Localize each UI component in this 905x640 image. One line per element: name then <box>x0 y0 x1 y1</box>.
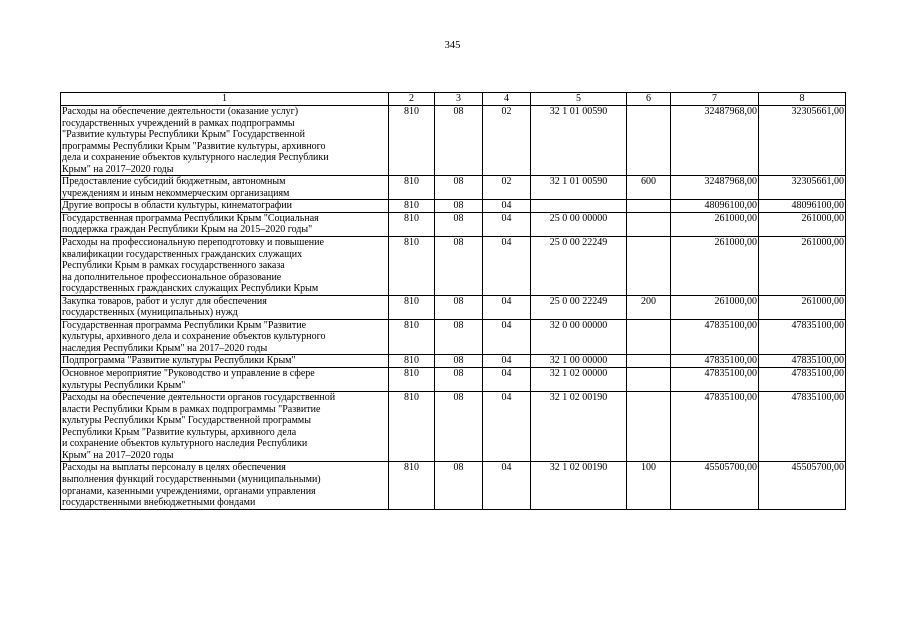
row-target-article: 32 1 02 00000 <box>531 368 627 392</box>
header-col-8: 8 <box>759 93 846 106</box>
row-expense-type <box>627 392 671 462</box>
row-subsection-code: 04 <box>483 368 531 392</box>
row-ministry-code: 810 <box>389 295 435 319</box>
row-amount-2020: 47835100,00 <box>759 319 846 355</box>
row-ministry-code: 810 <box>389 462 435 509</box>
row-amount-2020: 261000,00 <box>759 212 846 236</box>
row-section-code: 08 <box>435 200 483 213</box>
row-amount-2020: 47835100,00 <box>759 368 846 392</box>
row-expense-type <box>627 200 671 213</box>
row-section-code: 08 <box>435 295 483 319</box>
row-amount-2020: 32305661,00 <box>759 106 846 176</box>
row-amount-2019: 48096100,00 <box>671 200 759 213</box>
row-target-article: 32 1 01 00590 <box>531 176 627 200</box>
row-amount-2020: 261000,00 <box>759 295 846 319</box>
header-col-3: 3 <box>435 93 483 106</box>
row-name: Государственная программа Республики Крым "Социальная поддержка граждан Республики Крым на 2015–2020 годы" <box>61 212 389 236</box>
row-section-code: 08 <box>435 106 483 176</box>
row-ministry-code: 810 <box>389 176 435 200</box>
row-target-article: 25 0 00 00000 <box>531 212 627 236</box>
header-col-4: 4 <box>483 93 531 106</box>
row-expense-type: 600 <box>627 176 671 200</box>
row-target-article: 32 1 02 00190 <box>531 392 627 462</box>
row-ministry-code: 810 <box>389 212 435 236</box>
row-amount-2019: 47835100,00 <box>671 319 759 355</box>
row-amount-2020: 45505700,00 <box>759 462 846 509</box>
row-section-code: 08 <box>435 462 483 509</box>
row-expense-type: 100 <box>627 462 671 509</box>
row-subsection-code: 04 <box>483 237 531 296</box>
row-amount-2019: 261000,00 <box>671 212 759 236</box>
row-section-code: 08 <box>435 355 483 368</box>
row-amount-2019: 47835100,00 <box>671 355 759 368</box>
row-target-article <box>531 200 627 213</box>
row-ministry-code: 810 <box>389 200 435 213</box>
row-amount-2020: 47835100,00 <box>759 355 846 368</box>
row-amount-2019: 45505700,00 <box>671 462 759 509</box>
row-subsection-code: 04 <box>483 462 531 509</box>
row-section-code: 08 <box>435 176 483 200</box>
row-subsection-code: 04 <box>483 355 531 368</box>
row-name: Расходы на обеспечение деятельности органов государственной власти Республики Крым в рамках подпрограммы "Развитие культуры Республики Крым" Государственной программы Республики Крым "Развитие культуры, архивного дела и сохранение объектов культурного наследия Республики Крым" на 2017–2020 годы <box>61 392 389 462</box>
row-amount-2020: 32305661,00 <box>759 176 846 200</box>
row-amount-2019: 261000,00 <box>671 295 759 319</box>
row-amount-2019: 47835100,00 <box>671 392 759 462</box>
table-row <box>61 176 846 200</box>
row-ministry-code: 810 <box>389 106 435 176</box>
row-name: Закупка товаров, работ и услуг для обеспечения государственных (муниципальных) нужд <box>61 295 389 319</box>
row-expense-type <box>627 106 671 176</box>
row-amount-2020: 48096100,00 <box>759 200 846 213</box>
budget-table <box>60 92 846 510</box>
row-subsection-code: 04 <box>483 295 531 319</box>
table-row <box>61 106 846 176</box>
table-row <box>61 200 846 213</box>
row-section-code: 08 <box>435 319 483 355</box>
table-row <box>61 212 846 236</box>
row-name: Подпрограмма "Развитие культуры Республики Крым" <box>61 355 389 368</box>
page-number: 345 <box>444 40 461 51</box>
row-name: Расходы на обеспечение деятельности (оказание услуг) государственных учреждений в рамках подпрограммы "Развитие культуры Республики Крым" Государственной программы Республики Крым "Развитие культуры, архивного дела и сохранение объектов культурного наследия Республики Крым" на 2017–2020 годы <box>61 106 389 176</box>
row-target-article: 32 1 00 00000 <box>531 355 627 368</box>
row-target-article: 32 0 00 00000 <box>531 319 627 355</box>
row-section-code: 08 <box>435 237 483 296</box>
row-subsection-code: 04 <box>483 319 531 355</box>
row-name: Предоставление субсидий бюджетным, автономным учреждениям и иным некоммерческим организациям <box>61 176 389 200</box>
row-section-code: 08 <box>435 368 483 392</box>
row-ministry-code: 810 <box>389 392 435 462</box>
header-col-2: 2 <box>389 93 435 106</box>
row-section-code: 08 <box>435 392 483 462</box>
row-subsection-code: 04 <box>483 212 531 236</box>
table-row <box>61 295 846 319</box>
row-name: Другие вопросы в области культуры, кинематографии <box>61 200 389 213</box>
row-subsection-code: 04 <box>483 392 531 462</box>
row-expense-type: 200 <box>627 295 671 319</box>
row-name: Расходы на выплаты персоналу в целях обеспечения выполнения функций государственными (муниципальными) органами, казенными учреждениями, органами управления государственными внебюджетными фондами <box>61 462 389 509</box>
row-expense-type <box>627 368 671 392</box>
row-name: Основное мероприятие "Руководство и управление в сфере культуры Республики Крым" <box>61 368 389 392</box>
row-expense-type <box>627 212 671 236</box>
row-target-article: 25 0 00 22249 <box>531 237 627 296</box>
row-expense-type <box>627 237 671 296</box>
row-amount-2019: 47835100,00 <box>671 368 759 392</box>
row-amount-2019: 261000,00 <box>671 237 759 296</box>
row-amount-2019: 32487968,00 <box>671 176 759 200</box>
row-expense-type <box>627 355 671 368</box>
row-ministry-code: 810 <box>389 319 435 355</box>
row-name: Расходы на профессиональную переподготовку и повышение квалификации государственных гражданских служащих Республики Крым в рамках государственного заказа на дополнительное профессиональное образование государственных гражданских служащих Республики Крым <box>61 237 389 296</box>
row-ministry-code: 810 <box>389 368 435 392</box>
row-target-article: 25 0 00 22249 <box>531 295 627 319</box>
row-ministry-code: 810 <box>389 355 435 368</box>
row-amount-2020: 261000,00 <box>759 237 846 296</box>
row-target-article: 32 1 02 00190 <box>531 462 627 509</box>
header-col-6: 6 <box>627 93 671 106</box>
row-amount-2020: 47835100,00 <box>759 392 846 462</box>
row-amount-2019: 32487968,00 <box>671 106 759 176</box>
row-target-article: 32 1 01 00590 <box>531 106 627 176</box>
row-subsection-code: 02 <box>483 106 531 176</box>
row-ministry-code: 810 <box>389 237 435 296</box>
table-row <box>61 237 846 296</box>
row-section-code: 08 <box>435 212 483 236</box>
table-row <box>61 319 846 355</box>
header-col-5: 5 <box>531 93 627 106</box>
header-col-1: 1 <box>61 93 389 106</box>
table-row <box>61 355 846 368</box>
header-col-7: 7 <box>671 93 759 106</box>
header-row <box>61 93 846 106</box>
table-row <box>61 392 846 462</box>
row-subsection-code: 04 <box>483 200 531 213</box>
row-subsection-code: 02 <box>483 176 531 200</box>
table-row <box>61 462 846 509</box>
row-name: Государственная программа Республики Крым "Развитие культуры, архивного дела и сохранение объектов культурного наследия Республики Крым" на 2017–2020 годы <box>61 319 389 355</box>
table-row <box>61 368 846 392</box>
row-expense-type <box>627 319 671 355</box>
